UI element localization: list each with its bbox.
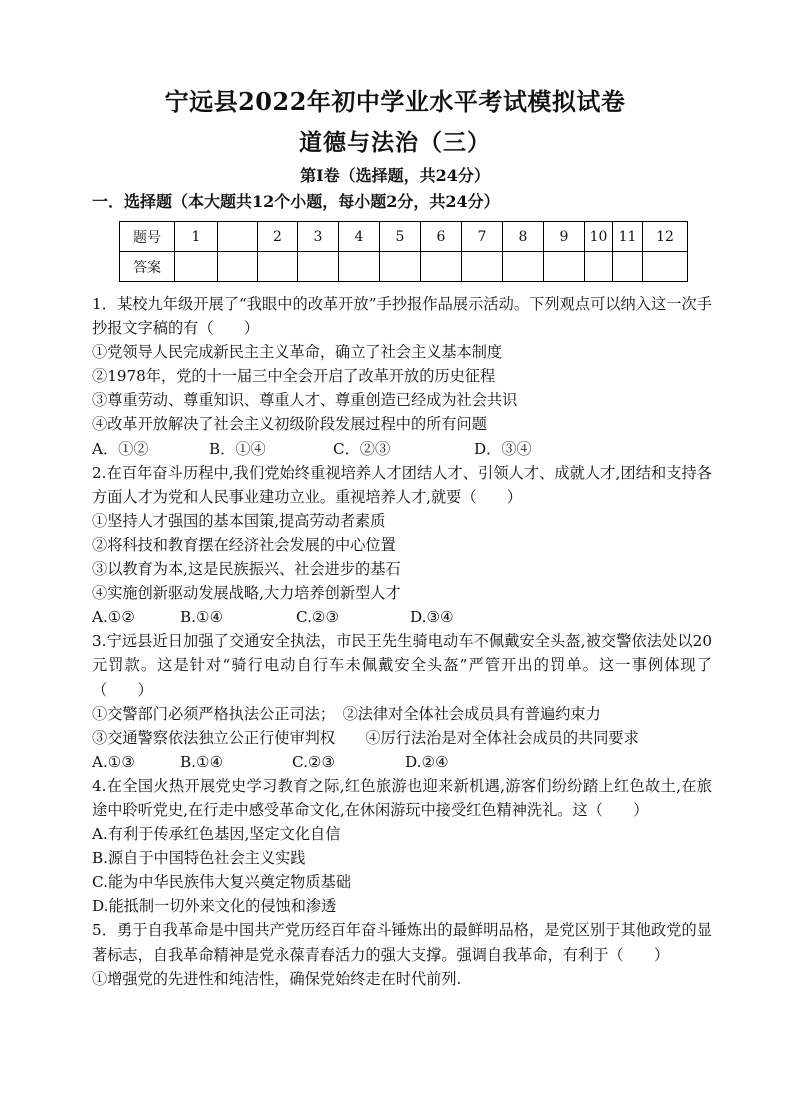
table-cell-number: 2 — [258, 222, 298, 252]
choice-c: C.能为中华民族伟大复兴奠定物质基础 — [92, 873, 351, 892]
table-cell-number: 8 — [503, 222, 544, 252]
answer-options — [92, 437, 712, 461]
statement-item: ①坚持人才强国的基本国策,提高劳动者素质 — [92, 511, 386, 530]
option-c: C.②③ — [296, 608, 340, 627]
answer-cell[interactable] — [339, 252, 380, 282]
answer-cell[interactable] — [643, 252, 688, 282]
statement-item: ③交通警察依法独立公正行使审判权 ④厉行法治是对全体社会成员的共同要求 — [92, 728, 639, 747]
answer-table-number-row — [120, 222, 688, 252]
option-b: B．①④ — [209, 439, 266, 458]
answer-cell[interactable] — [421, 252, 462, 282]
answer-cell[interactable] — [613, 252, 643, 282]
questions-body — [92, 292, 712, 991]
option-a: A.①② — [92, 608, 136, 627]
option-d: D.③④ — [410, 608, 454, 627]
statement-item: ①党领导人民完成新民主主义革命，确立了社会主义基本制度 — [92, 343, 503, 362]
question-stem: 5．勇于自我革命是中国共产党历经百年奋斗锤炼出的最鲜明品格，是党区别于其他政党的显著标志，自我革命精神是党永葆青春活力的强大支撑。强调自我革命，有利于（ ） — [92, 921, 712, 964]
statement-item: ①交警部门必须严格执法公正司法； ②法律对全体社会成员具有普遍约束力 — [92, 704, 601, 723]
exam-title: 宁远县2022年初中学业水平考试模拟试卷 — [164, 87, 626, 116]
table-cell-number: 7 — [462, 222, 503, 252]
option-c: C．②③ — [333, 439, 391, 458]
choice-d: D.能抵制一切外来文化的侵蚀和渗透 — [92, 897, 337, 916]
table-cell-number: 12 — [643, 222, 688, 252]
statement-item: ③尊重劳动、尊重知识、尊重人才、尊重创造已经成为社会共识 — [92, 391, 518, 410]
table-cell-number: 10 — [585, 222, 613, 252]
answer-table — [119, 221, 688, 282]
answer-cell[interactable] — [585, 252, 613, 282]
answer-cell[interactable] — [503, 252, 544, 282]
option-d: D．③④ — [474, 439, 532, 458]
table-label-number: 题号 — [120, 222, 175, 252]
choice-b: B.源自于中国特色社会主义实践 — [92, 849, 306, 868]
option-a: A.①③ — [92, 752, 136, 771]
table-cell-number: 11 — [613, 222, 643, 252]
table-cell-number: 3 — [298, 222, 339, 252]
answer-cell[interactable] — [258, 252, 298, 282]
question-stem: 2.在百年奋斗历程中,我们党始终重视培养人才团结人才、引领人才、成就人才,团结和支持各方面人才为党和人民事业建功立业。重视培养人才,就要（ ） — [92, 463, 712, 506]
question-stem: 4.在全国火热开展党史学习教育之际,红色旅游也迎来新机遇,游客们纷纷踏上红色故土,在旅途中聆听党史,在行走中感受革命文化,在休闲游玩中接受红色精神洗礼。这（ ） — [92, 776, 712, 819]
answer-cell[interactable] — [175, 252, 218, 282]
answer-cell[interactable] — [380, 252, 421, 282]
statement-item: ④实施创新驱动发展战略,大力培养创新型人才 — [92, 584, 401, 603]
question-stem: 1．某校九年级开展了“我眼中的改革开放”手抄报作品展示活动。下列观点可以纳入这一次手抄报文字稿的有（ ） — [92, 295, 712, 338]
question-stem: 3.宁远县近日加强了交通安全执法，市民王先生骑电动车不佩戴安全头盔,被交警依法处以20元罚款。这是针对“骑行电动自行车未佩戴安全头盔”严管开出的罚单。这一事例体现了（ ） — [92, 632, 712, 699]
answer-cell[interactable] — [462, 252, 503, 282]
answer-options — [92, 750, 712, 774]
answer-cell[interactable] — [298, 252, 339, 282]
table-cell-number: 9 — [544, 222, 585, 252]
statement-item: ④改革开放解决了社会主义初级阶段发展过程中的所有问题 — [92, 415, 487, 434]
answer-cell[interactable] — [218, 252, 258, 282]
table-cell-number: 4 — [339, 222, 380, 252]
statement-item: ③以教育为本,这是民族振兴、社会进步的基石 — [92, 560, 401, 579]
table-cell-number — [218, 222, 258, 252]
answer-cell[interactable] — [544, 252, 585, 282]
option-a: A．①② — [92, 439, 149, 458]
table-cell-number: 5 — [380, 222, 421, 252]
answer-table-answer-row — [120, 252, 688, 282]
statement-item: ②将科技和教育摆在经济社会发展的中心位置 — [92, 535, 396, 554]
part-title: 第Ⅰ卷（选择题，共24分） — [300, 166, 490, 185]
table-cell-number: 6 — [421, 222, 462, 252]
option-d: D.②④ — [405, 752, 449, 771]
option-c: C.②③ — [292, 752, 336, 771]
answer-options — [92, 605, 712, 629]
subject-title: 道德与法治（三） — [299, 129, 491, 156]
table-label-answer: 答案 — [120, 252, 175, 282]
option-b: B.①④ — [180, 608, 224, 627]
section-heading: 一．选择题（本大题共12个小题，每小题2分，共24分） — [92, 192, 500, 211]
choice-a: A.有利于传承红色基因,坚定文化自信 — [92, 825, 341, 844]
statement-item: ①增强党的先进性和纯洁性，确保党始终走在时代前列. — [92, 969, 462, 988]
option-b: B.①④ — [180, 752, 224, 771]
table-cell-number: 1 — [175, 222, 218, 252]
statement-item: ②1978年，党的十一届三中全会开启了改革开放的历史征程 — [92, 367, 496, 386]
